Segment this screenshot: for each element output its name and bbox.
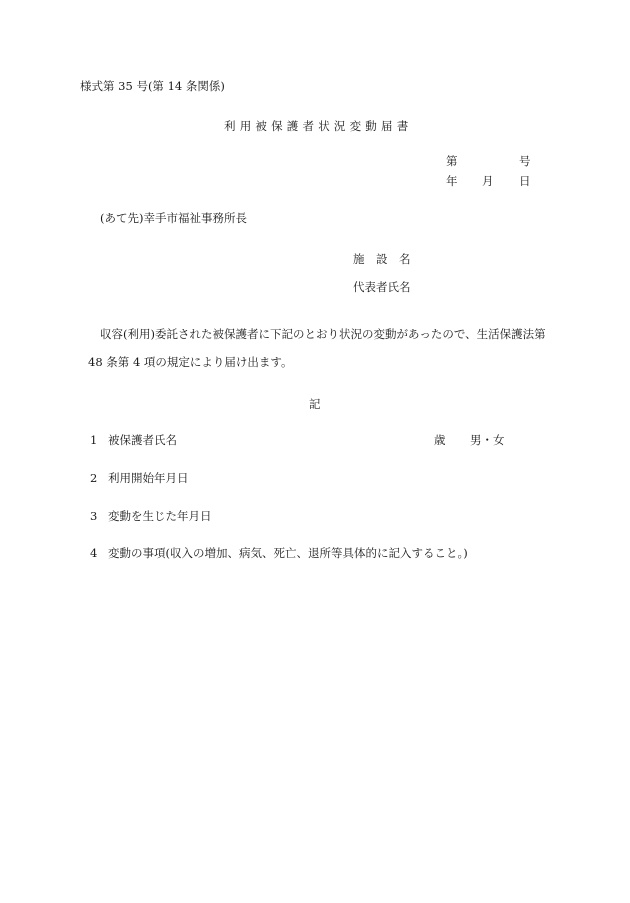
gender-label: 男・女 [470, 433, 505, 447]
item-4-number: 4 [90, 546, 98, 560]
body-text-line-2: 48 条第 4 項の規定により届け出ます。 [88, 355, 293, 369]
form-number: 様式第 35 号(第 14 条関係) [80, 79, 225, 93]
facility-name-label: 施 設 名 [353, 252, 411, 266]
date-month: 月 [482, 174, 494, 188]
item-3-label: 変動を生じた年月日 [108, 509, 212, 523]
item-2-number: 2 [90, 471, 98, 485]
date-year: 年 [446, 174, 458, 188]
item-2-label: 利用開始年月日 [108, 471, 189, 485]
item-1-number: 1 [90, 433, 98, 447]
date-day: 日 [519, 174, 531, 188]
item-3-number: 3 [90, 509, 98, 523]
age-label: 歳 [434, 433, 446, 447]
addressee: (あて先)幸手市福祉事務所長 [100, 211, 247, 225]
item-1-label: 被保護者氏名 [108, 433, 177, 447]
body-text-line-1: 収容(利用)委託された被保護者に下記のとおり状況の変動があったので、生活保護法第 [100, 327, 546, 341]
representative-name-label: 代表者氏名 [353, 280, 411, 294]
document-title: 利用被保護者状況変動届書 [224, 119, 413, 133]
doc-number-prefix: 第 [446, 154, 458, 168]
doc-number-suffix: 号 [519, 154, 531, 168]
ki-heading: 記 [309, 397, 321, 411]
item-4-label: 変動の事項(収入の増加、病気、死亡、退所等具体的に記入すること。) [108, 546, 468, 560]
